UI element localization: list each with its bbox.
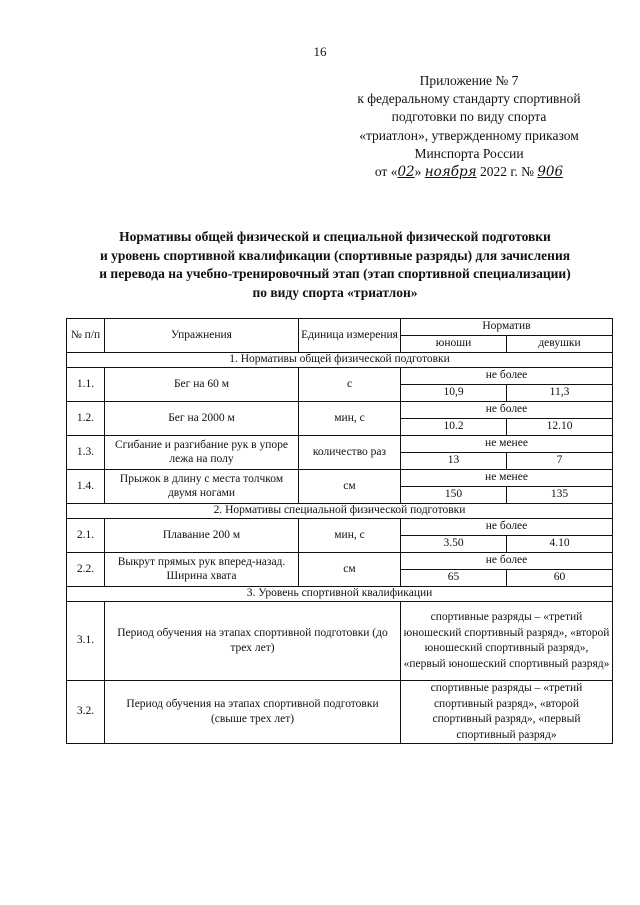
row-unit: количество раз xyxy=(299,436,401,470)
qualification-value: спортивные разряды – «третий юношеский спортивный разряд», «второй юношеский спортивный разряд», «первый юношеский спортивный разряд» xyxy=(401,602,613,681)
row-exercise: Сгибание и разгибание рук в упоре лежа на полу xyxy=(105,436,299,470)
row-exercise: Бег на 2000 м xyxy=(105,402,299,436)
row-boys-value: 65 xyxy=(401,570,507,587)
row-limit: не более xyxy=(401,553,613,570)
row-boys-value: 10,9 xyxy=(401,385,507,402)
row-num: 1.1. xyxy=(67,368,105,402)
section-title: 3. Уровень спортивной квалификации xyxy=(67,587,613,602)
row-exercise: Период обучения на этапах спортивной подготовки (свыше трех лет) xyxy=(105,681,401,744)
date-month: ноября xyxy=(424,164,477,181)
row-exercise: Выкрут прямых рук вперед-назад. Ширина хвата xyxy=(105,553,299,587)
header-girls: девушки xyxy=(507,336,613,353)
appendix-line-5: Минспорта России xyxy=(414,145,524,161)
header-exercise: Упражнения xyxy=(105,319,299,353)
title-line-2: и уровень спортивной квалификации (спортивные разряды) для зачисления xyxy=(99,247,571,263)
section-row xyxy=(67,353,613,368)
row-girls-value: 135 xyxy=(507,487,613,504)
row-limit: не более xyxy=(401,519,613,536)
qualification-row xyxy=(67,681,613,744)
appendix-line-1: Приложение № 7 xyxy=(419,73,519,88)
table-row xyxy=(67,368,613,385)
header-boys: юноши xyxy=(401,336,507,353)
date-mid: » xyxy=(414,164,425,180)
date-year: 2022 г. № xyxy=(476,164,538,180)
table-row xyxy=(67,470,613,487)
row-boys-value: 10.2 xyxy=(401,419,507,436)
section-row xyxy=(67,504,613,519)
row-exercise: Плавание 200 м xyxy=(105,519,299,553)
row-num: 2.2. xyxy=(67,553,105,587)
row-unit: с xyxy=(299,368,401,402)
row-exercise: Период обучения на этапах спортивной подготовки (до трех лет) xyxy=(105,602,401,681)
appendix-header xyxy=(326,72,612,181)
row-girls-value: 12.10 xyxy=(507,419,613,436)
row-exercise: Бег на 60 м xyxy=(105,368,299,402)
document-title xyxy=(60,228,610,302)
title-line-4: по виду спорта «триатлон» xyxy=(252,284,418,300)
header-row xyxy=(67,319,613,336)
row-exercise: Прыжок в длину с места толчком двумя ногами xyxy=(105,470,299,504)
row-unit: см xyxy=(299,553,401,587)
row-boys-value: 150 xyxy=(401,487,507,504)
section-title: 2. Нормативы специальной физической подготовки xyxy=(67,504,613,519)
appendix-line-2: к федеральному стандарту спортивной xyxy=(357,91,581,107)
page-number: 16 xyxy=(313,44,327,59)
row-num: 1.2. xyxy=(67,402,105,436)
table-row xyxy=(67,402,613,419)
standards-table xyxy=(66,318,613,744)
appendix-date-line xyxy=(326,163,612,181)
row-limit: не менее xyxy=(401,436,613,453)
row-girls-value: 60 xyxy=(507,570,613,587)
order-number: 906 xyxy=(537,164,564,181)
table-row xyxy=(67,553,613,570)
row-num: 1.3. xyxy=(67,436,105,470)
row-boys-value: 13 xyxy=(401,453,507,470)
table-row xyxy=(67,436,613,453)
appendix-line-3: подготовки по виду спорта xyxy=(391,109,547,125)
row-num: 3.2. xyxy=(67,681,105,744)
row-limit: не более xyxy=(401,368,613,385)
qualification-row xyxy=(67,602,613,681)
row-num: 3.1. xyxy=(67,602,105,681)
title-line-3: и перевода на учебно-тренировочный этап (этап спортивной специализации) xyxy=(99,266,571,281)
header-num: № п/п xyxy=(67,319,105,353)
appendix-line-4: «триатлон», утвержденному приказом xyxy=(359,127,579,143)
row-num: 1.4. xyxy=(67,470,105,504)
row-girls-value: 4.10 xyxy=(507,536,613,553)
row-limit: не более xyxy=(401,402,613,419)
row-girls-value: 11,3 xyxy=(507,385,613,402)
row-girls-value: 7 xyxy=(507,453,613,470)
row-num: 2.1. xyxy=(67,519,105,553)
row-boys-value: 3.50 xyxy=(401,536,507,553)
row-limit: не менее xyxy=(401,470,613,487)
row-unit: см xyxy=(299,470,401,504)
section-row xyxy=(67,587,613,602)
title-line-1: Нормативы общей физической и специальной физической подготовки xyxy=(119,229,551,244)
header-unit: Единица измерения xyxy=(299,319,401,353)
row-unit: мин, с xyxy=(299,402,401,436)
header-norm: Норматив xyxy=(401,319,613,336)
section-title: 1. Нормативы общей физической подготовки xyxy=(67,353,613,368)
row-unit: мин, с xyxy=(299,519,401,553)
table-row xyxy=(67,519,613,536)
date-day: 02 xyxy=(397,164,415,181)
qualification-value: спортивные разряды – «третий спортивный разряд», «второй спортивный разряд», «первый спортивный разряд» xyxy=(401,681,613,744)
date-prefix: от « xyxy=(374,164,398,180)
